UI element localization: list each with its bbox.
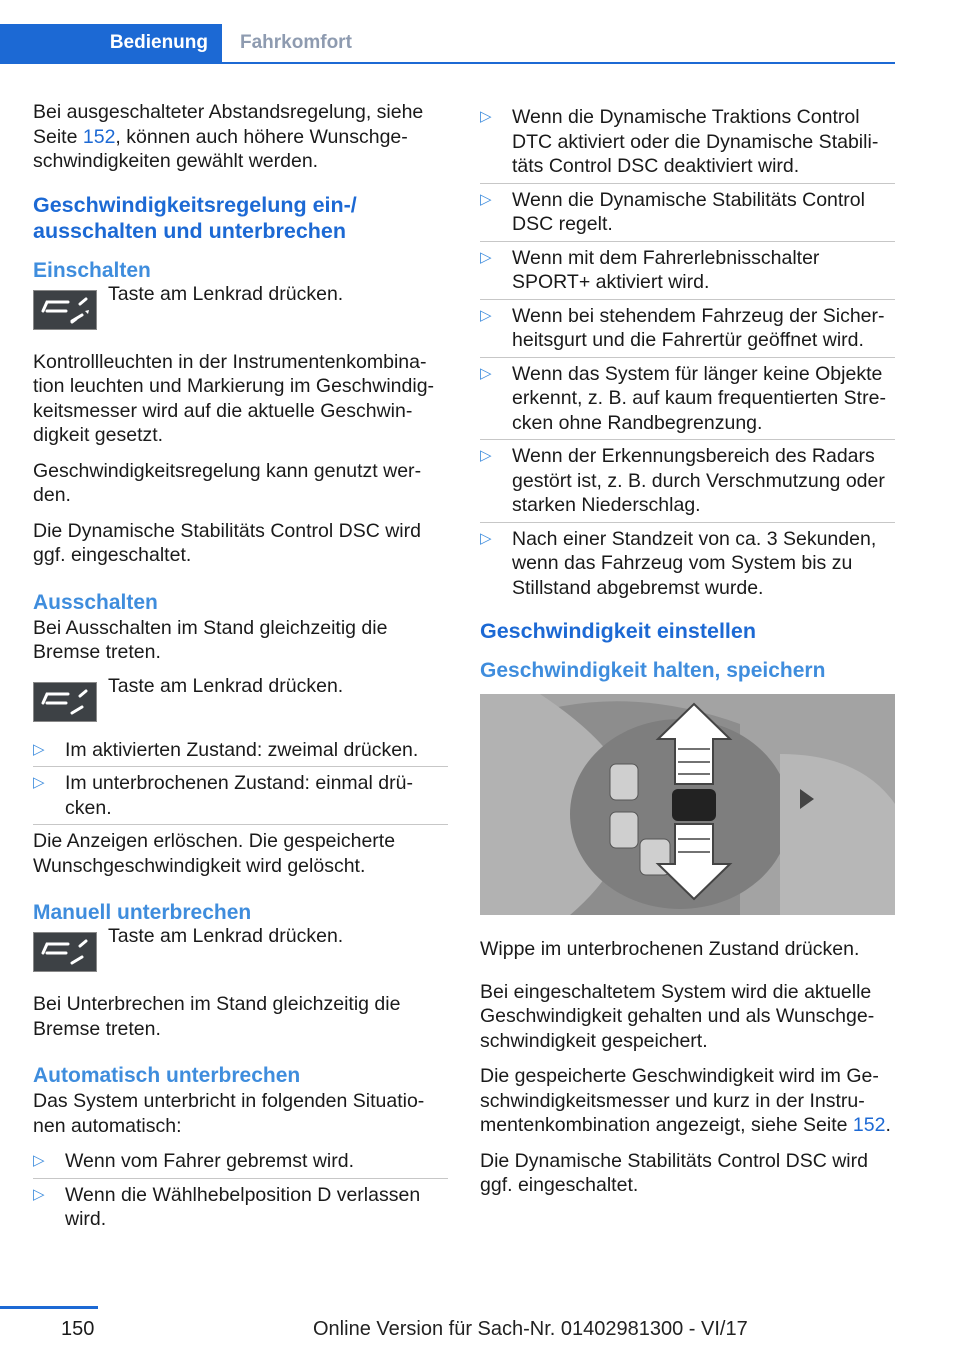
triangle-bullet-icon: ▷	[33, 740, 45, 758]
chapter-tabs	[0, 24, 895, 64]
list-item: ▷ Wenn vom Fahrer gebremst wird.	[33, 1149, 448, 1174]
icon-row	[33, 282, 448, 328]
icon-row	[33, 924, 448, 970]
page-number: 150	[61, 1318, 95, 1340]
list-item: ▷ Wenn die Dynamische Traktions Control DTC aktiviert oder die Dynamische Stabilitäts Control DSC deaktiviert wird.	[480, 105, 895, 179]
right-column	[480, 105, 895, 1209]
paragraph: Geschwindigkeitsregelung kann genutzt werden.	[33, 459, 422, 506]
paragraph: Die gespeicherte Geschwindigkeit wird im Geschwindigkeitsmesser und kurz in der Instrumentenkombination angezeigt, siehe Seite 152.	[480, 1065, 891, 1136]
list-item: ▷ Im aktivierten Zustand: zweimal drücken.	[33, 738, 448, 763]
page-link[interactable]: 152	[82, 125, 116, 148]
einschalten-heading: Einschalten	[33, 258, 151, 282]
interruption-list	[480, 105, 895, 600]
list-item: ▷ Wenn mit dem Fahrerlebnisschalter SPORT+ aktiviert wird.	[480, 246, 895, 295]
speed-subheading: Geschwindigkeit halten, speichern	[480, 659, 826, 682]
paragraph: Die Anzeigen erlöschen. Die gespeicherte Wunschgeschwindigkeit wird gelöscht.	[33, 830, 396, 877]
icon-instruction: Taste am Lenkrad drücken.	[108, 674, 344, 697]
triangle-bullet-icon: ▷	[480, 190, 492, 208]
intro-paragraph: Bei ausgeschalteter Abstandsregelung, siehe Seite 152, können auch höhere Wunschgeschwindigkeiten gewählt werden.	[33, 101, 424, 172]
ausschalten-list	[33, 738, 448, 821]
triangle-bullet-icon: ▷	[480, 364, 492, 382]
triangle-bullet-icon: ▷	[480, 529, 492, 547]
page-link[interactable]: 152	[852, 1114, 886, 1136]
paragraph: Bei eingeschaltetem System wird die aktuelle Geschwindigkeit gehalten und als Wunschgeschwindigkeit gespeichert.	[480, 980, 875, 1052]
triangle-bullet-icon: ▷	[33, 774, 45, 791]
triangle-bullet-icon: ▷	[33, 1152, 45, 1169]
icon-row	[33, 674, 448, 720]
cruise-control-button-icon	[33, 932, 97, 972]
paragraph: Die Dynamische Stabilitäts Control DSC wird ggf. eingeschaltet.	[480, 1149, 868, 1196]
triangle-bullet-icon: ▷	[480, 447, 492, 464]
ausschalten-heading: Ausschalten	[33, 590, 158, 614]
triangle-bullet-icon: ▷	[33, 1185, 45, 1203]
tab-bedienung[interactable]: Bedienung	[0, 24, 222, 62]
steering-wheel-rocker-illustration	[480, 694, 895, 915]
triangle-bullet-icon: ▷	[480, 108, 492, 125]
icon-instruction: Taste am Lenkrad drücken.	[108, 282, 344, 305]
paragraph: Bei Unterbrechen im Stand gleichzeitig die Bremse treten.	[33, 993, 401, 1040]
list-item: ▷ Wenn das System für länger keine Objekte erkennt, z. B. auf kaum frequentierten Strecken ohne Randbegrenzung.	[480, 362, 895, 436]
section-heading: Geschwindigkeitsregelung ein-/ ausschalten und unterbrechen	[33, 192, 357, 243]
triangle-bullet-icon: ▷	[480, 248, 492, 266]
paragraph: Bei Ausschalten im Stand gleichzeitig die Bremse treten.	[33, 616, 388, 663]
list-item: ▷ Wenn die Wählhebelposition D verlassen wird.	[33, 1183, 421, 1230]
list-item: ▷ Wenn der Erkennungsbereich des Radars gestört ist, z. B. durch Verschmutzung oder starken Niederschlag.	[480, 444, 895, 518]
cruise-control-button-icon	[33, 290, 97, 330]
icon-instruction: Taste am Lenkrad drücken.	[108, 925, 344, 947]
list-item: ▷ Im unterbrochenen Zustand: einmal drücken.	[33, 771, 448, 820]
left-column	[33, 100, 448, 1241]
online-version-note: Online Version für Sach-Nr. 01402981300 - VI/17	[313, 1318, 748, 1340]
automatisch-heading: Automatisch unterbrechen	[33, 1064, 301, 1087]
speed-heading: Geschwindigkeit einstellen	[480, 619, 756, 643]
tab-fahrkomfort[interactable]: Fahrkomfort	[240, 32, 352, 53]
automatisch-list	[33, 1149, 448, 1232]
photo-caption: Wippe im unterbrochenen Zustand drücken.	[480, 938, 860, 960]
paragraph: Das System unterbricht in folgenden Situationen automatisch:	[33, 1090, 425, 1137]
footer-rule	[0, 1306, 98, 1309]
list-item: ▷ Nach einer Standzeit von ca. 3 Sekunden, wenn das Fahrzeug vom System bis zu Stillstand abgebremst wurde.	[480, 527, 877, 599]
list-item: ▷ Wenn bei stehendem Fahrzeug der Sicherheitsgurt und die Fahrertür geöffnet wird.	[480, 304, 895, 353]
paragraph: Die Dynamische Stabilitäts Control DSC wird ggf. eingeschaltet.	[33, 519, 421, 566]
triangle-bullet-icon: ▷	[480, 306, 492, 324]
cruise-control-button-icon	[33, 682, 97, 722]
paragraph: Kontrollleuchten in der Instrumentenkombination leuchten und Markierung im Geschwindigkeitsmesser wird auf die aktuelle Geschwindigkeit gesetzt.	[33, 350, 435, 446]
list-item: ▷ Wenn die Dynamische Stabilitäts Control DSC regelt.	[480, 188, 895, 237]
manuell-heading: Manuell unterbrechen	[33, 901, 252, 924]
